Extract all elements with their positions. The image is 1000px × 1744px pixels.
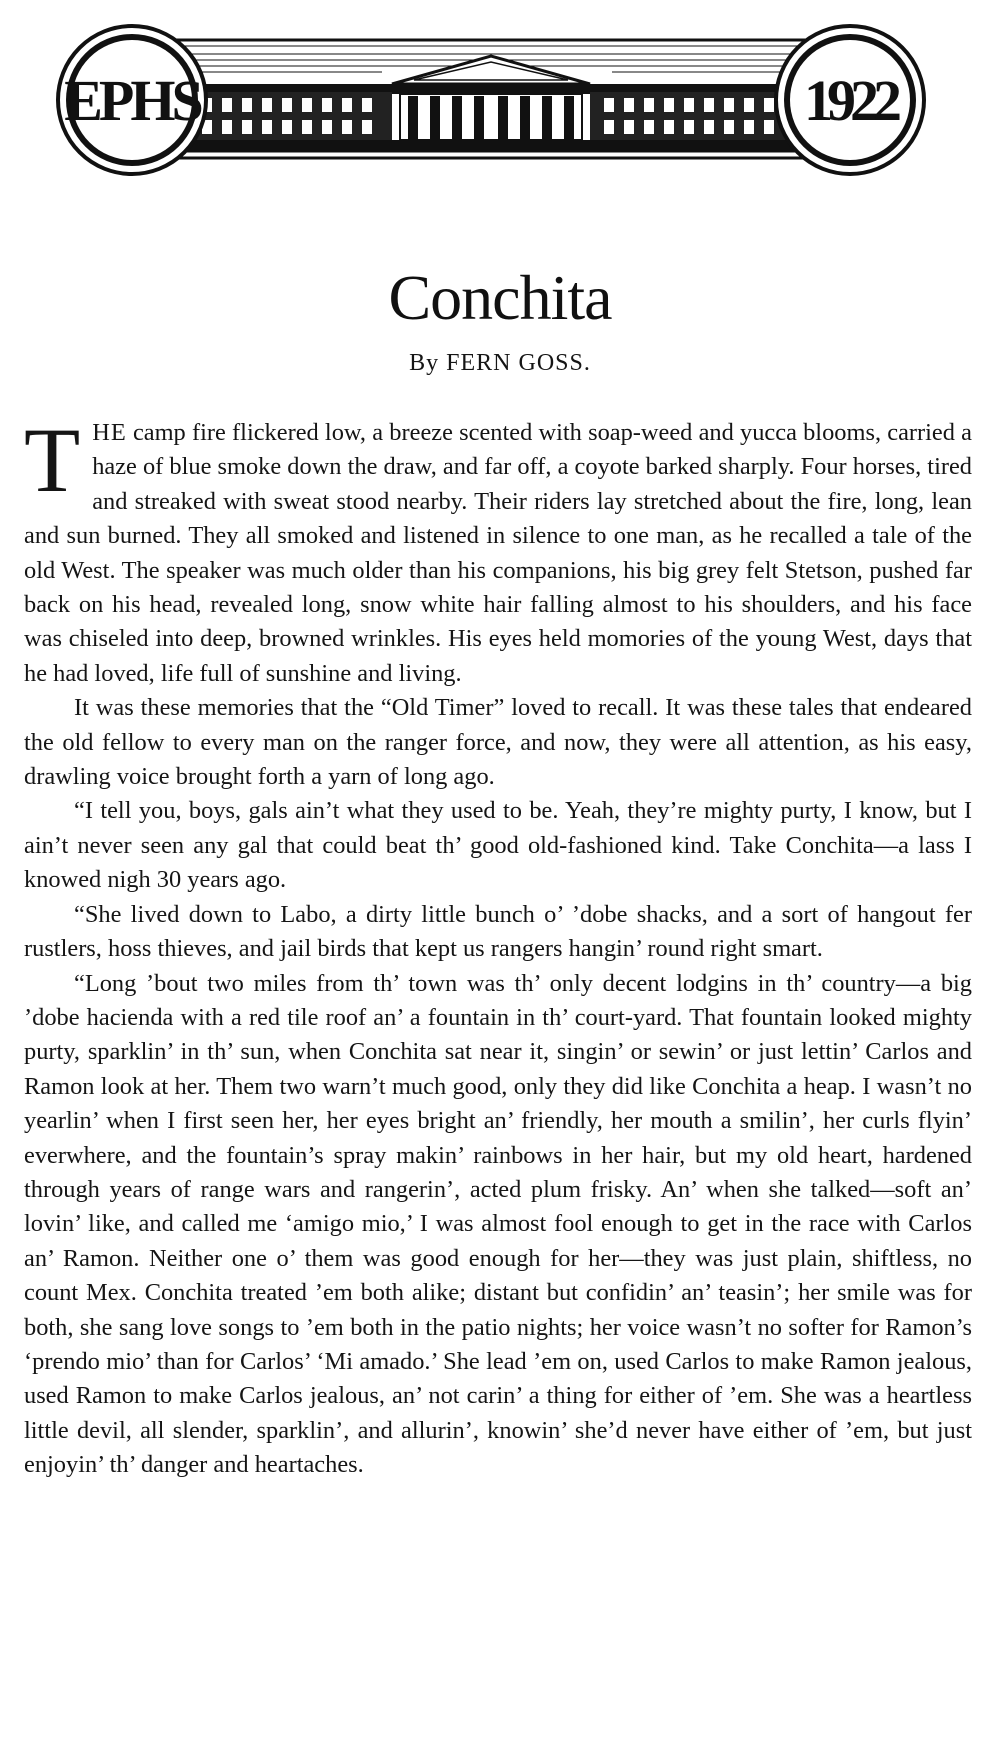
story-paragraph: It was these memories that the “Old Timer” loved to recall. It was these tales that endeared the old fellow to every man on the ranger force, and now, they were all attention, as his easy, drawling voice brought forth a yarn of long ago. bbox=[24, 694, 972, 791]
ephs-emblem bbox=[58, 26, 206, 174]
story-paragraph: “Long ’bout two miles from th’ town was th’ only decent lodgins in th’ country—a big ’dobe hacienda with a red tile roof an’ a fountain in th’ court-yard. That fountain looked mighty purty, sparklin’ in th’ sun, when Conchita sat near it, singin’ or sewin’ or just lettin’ Carlos and Ramon look at her. Them two warn’t much good, only they did like Conchita a heap. I wasn’t no yearlin’ when I first seen her, her eyes bright an’ friendly, her mouth a smilin’, her curls flyin’ everwhere, and the fountain’s spray makin’ rainbows in her hair, but my old heart, hardened through years of range wars and rangerin’, acted plum frisky. An’ when she talked—soft an’ lovin’ like, and called me ‘amigo mio,’ I was almost fool enough to get in the race with Carlos an’ Ramon. Neither one o’ them was good enough for her—they was just plain, shiftless, no count Mex. Conchita treated ’em both alike; distant but confidin’ an’ teasin’; her smile was for both, she sang love songs to ’em both in the patio nights; her voice wasn’t no softer for Ramon’s ‘prendo mio’ than for Carlos’ ‘Mi amado.’ She lead ’em on, used Carlos to make Ramon jealous, used Ramon to make Carlos jealous, an’ not carin’ a thing for either of ’em. She was a heartless little devil, all slender, sparklin’, and allurin’, knowin’ she’d never have either of ’em, but just enjoyin’ th’ danger and heartaches. bbox=[24, 969, 972, 1479]
paragraph-text: camp fire flickered low, a breeze scented with soap-weed and yucca blooms, carried a haze of blue smoke down the draw, and far off, a coyote barked sharply. Four horses, tired and streaked with sweat stood nearby. Their riders lay stretched about the fire, long, lean and sun burned. They all smoked and listened in silence to one man, as he recalled a tale of the old West. The speaker was much older than his companions, his big grey felt Stetson, pushed far back on his head, revealed long, snow white hair falling almost to his shoulders, and his face was chiseled into deep, browned wrinkles. His eyes held momories of the young West, days that he had loved, life full of sunshine and living. bbox=[24, 419, 972, 687]
year-emblem-text: 1922 bbox=[804, 68, 896, 133]
story-paragraph: “I tell you, boys, gals ain’t what they used to be. Yeah, they’re mighty purty, I know, but I ain’t never seen any gal that could beat th’ good old-fashioned kind. Take Conchita—a lass I knowed nigh 30 years ago. bbox=[24, 797, 972, 894]
yearbook-header-banner bbox=[52, 22, 930, 182]
ephs-emblem-text: EPHS bbox=[64, 68, 200, 133]
first-word: HE bbox=[92, 419, 127, 446]
story-paragraph: “She lived down to Labo, a dirty little bunch o’ ’dobe shacks, and a sort of hangout fer rustlers, hoss thieves, and jail birds that kept us rangers hangin’ round right smart. bbox=[24, 900, 972, 963]
year-emblem bbox=[776, 26, 924, 174]
story-title: Conchita bbox=[388, 262, 612, 333]
story-body bbox=[24, 409, 972, 1483]
drop-cap: T bbox=[24, 409, 81, 511]
story-paragraph bbox=[24, 409, 972, 691]
author-byline: By FERN GOSS. bbox=[409, 350, 591, 376]
school-building-engraving bbox=[52, 22, 930, 182]
